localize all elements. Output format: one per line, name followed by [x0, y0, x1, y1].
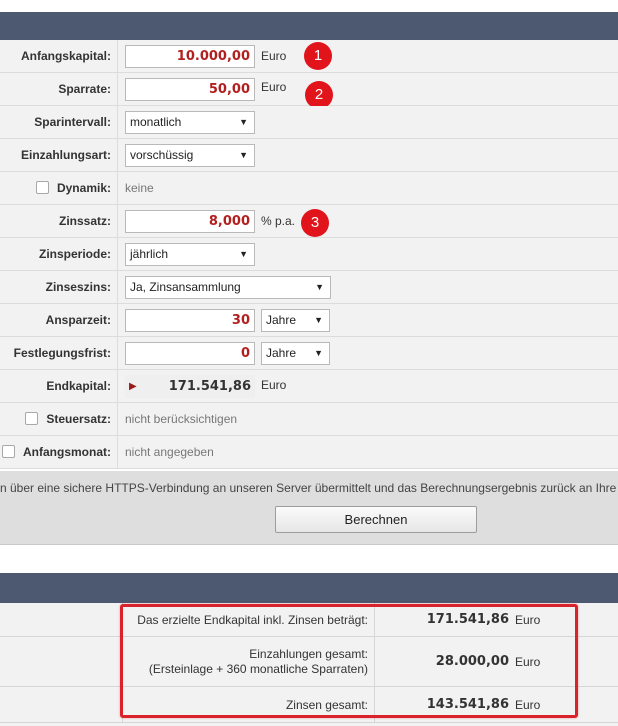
sparrate-unit: Euro [261, 80, 287, 94]
zinsperiode-select[interactable] [125, 243, 255, 266]
row-dynamik [0, 172, 618, 205]
result-unit: Euro [515, 655, 541, 669]
result-desc: Das erzielte Endkapital inkl. Zinsen beträgt: [122, 603, 375, 636]
row-sparrate [0, 73, 618, 106]
chevron-down-icon: ▼ [239, 117, 248, 127]
result-row-endkapital [0, 603, 618, 637]
result-value: 28.000,00 [435, 654, 509, 669]
label-anfangskapital: Anfangskapital: [0, 40, 118, 72]
festlegungsfrist-unit-value: Jahre [266, 346, 297, 360]
result-desc-line2: (Ersteinlage + 360 monatliche Sparraten) [148, 662, 368, 676]
result-row-zinsen [0, 687, 618, 723]
result-desc-line1: Einzahlungen gesamt: [249, 647, 368, 661]
chevron-down-icon: ▼ [314, 348, 323, 358]
row-festlegungsfrist [0, 337, 618, 370]
notice-text: n über eine sichere HTTPS-Verbindung an unseren Server übermittelt und das Berechnungsergebnis zurück an Ihre [0, 481, 617, 495]
ansparzeit-input[interactable]: 30 [125, 309, 255, 332]
row-einzahlungsart [0, 139, 618, 172]
steuersatz-checkbox[interactable] [25, 412, 38, 425]
result-value: 143.541,86 [426, 697, 509, 712]
result-desc: Zinsen gesamt: [122, 687, 375, 722]
zinssatz-unit: % p.a. [261, 214, 296, 228]
chevron-down-icon: ▼ [239, 249, 248, 259]
zinseszins-value: Ja, Zinsansammlung [130, 280, 241, 294]
steuersatz-label-text: Steuersatz: [46, 412, 111, 426]
ansparzeit-unit-select[interactable] [261, 309, 330, 332]
row-ansparzeit [0, 304, 618, 337]
label-ansparzeit: Ansparzeit: [0, 304, 118, 336]
result-desc [122, 637, 375, 686]
label-sparintervall: Sparintervall: [0, 106, 118, 138]
steuersatz-value: nicht berücksichtigen [125, 412, 238, 426]
chevron-down-icon: ▼ [314, 315, 323, 325]
label-zinssatz: Zinssatz: [0, 205, 118, 237]
festlegungsfrist-unit-select[interactable] [261, 342, 330, 365]
triangle-right-icon: ▶ [129, 381, 137, 392]
https-notice [0, 471, 618, 545]
step-badge-2: 2 [305, 81, 333, 109]
results-header-band [0, 573, 618, 603]
label-einzahlungsart: Einzahlungsart: [0, 139, 118, 171]
row-anfangskapital [0, 40, 618, 73]
results-table [0, 603, 618, 726]
label-steuersatz [0, 403, 118, 435]
anfangsmonat-value: nicht angegeben [125, 445, 214, 459]
result-unit: Euro [515, 698, 541, 712]
anfangsmonat-label-text: Anfangsmonat: [23, 445, 111, 459]
result-row-einzahlungen [0, 637, 618, 687]
row-zinseszins [0, 271, 618, 304]
row-steuersatz [0, 403, 618, 436]
row-zinsperiode [0, 238, 618, 271]
label-endkapital: Endkapital: [0, 370, 118, 402]
zinsperiode-value: jährlich [130, 247, 169, 261]
row-zinssatz [0, 205, 618, 238]
row-endkapital [0, 370, 618, 403]
label-anfangsmonat [0, 436, 118, 468]
festlegungsfrist-input[interactable]: 0 [125, 342, 255, 365]
anfangskapital-unit: Euro [261, 49, 287, 63]
anfangskapital-input[interactable]: 10.000,00 [125, 45, 255, 68]
sparintervall-value: monatlich [130, 115, 182, 129]
dynamik-value: keine [125, 181, 154, 195]
sparrate-input[interactable]: 50,00 [125, 78, 255, 101]
label-festlegungsfrist: Festlegungsfrist: [0, 337, 118, 369]
endkapital-unit: Euro [261, 378, 287, 392]
label-sparrate: Sparrate: [0, 73, 118, 105]
header-band [0, 12, 618, 40]
result-unit: Euro [515, 613, 541, 627]
chevron-down-icon: ▼ [315, 282, 324, 292]
row-sparintervall [0, 106, 618, 139]
sparintervall-select[interactable] [125, 111, 255, 134]
top-header [0, 0, 618, 40]
calculator-form [0, 40, 618, 469]
result-value: 171.541,86 [426, 612, 509, 627]
berechnen-button[interactable]: Berechnen [275, 506, 477, 533]
dynamik-label-text: Dynamik: [56, 181, 111, 195]
chevron-down-icon: ▼ [239, 150, 248, 160]
step-badge-1: 1 [304, 42, 332, 70]
dynamik-checkbox[interactable] [36, 181, 49, 194]
row-anfangsmonat [0, 436, 618, 469]
step-badge-3: 3 [301, 209, 329, 237]
ansparzeit-unit-value: Jahre [266, 313, 297, 327]
label-zinsperiode: Zinsperiode: [0, 238, 118, 270]
label-zinseszins: Zinseszins: [0, 271, 118, 303]
endkapital-result [125, 375, 255, 398]
zinseszins-select[interactable] [125, 276, 331, 299]
anfangsmonat-checkbox[interactable] [2, 445, 15, 458]
label-dynamik [0, 172, 118, 204]
einzahlungsart-value: vorschüssig [130, 148, 194, 162]
zinssatz-input[interactable]: 8,000 [125, 210, 255, 233]
endkapital-value: 171.541,86 [168, 379, 251, 394]
einzahlungsart-select[interactable] [125, 144, 255, 167]
